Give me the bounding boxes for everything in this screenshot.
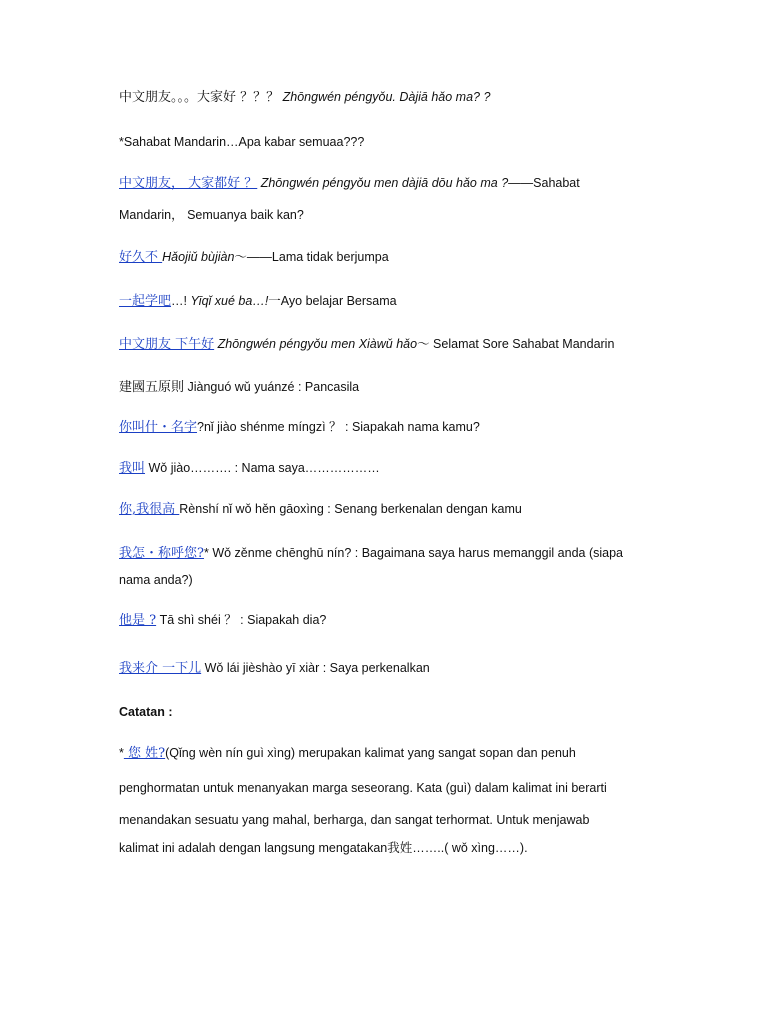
pinyin-text: Zhōngwén péngyǒu men Xiàwǔ hǎo — [217, 337, 418, 351]
pinyin-text: Hǎojiǔ bùjiàn — [162, 250, 235, 264]
chinese-link[interactable]: 我叫 — [119, 461, 146, 476]
line-note-1 — [119, 745, 668, 762]
translation-text: Wǒ jiào………. : Nama saya……………… — [145, 461, 380, 475]
notes-heading: Catatan : — [119, 705, 173, 719]
punctuation-text: …! — [171, 294, 191, 308]
chinese-link[interactable]: 我来介 一下儿 — [119, 661, 202, 676]
translation-text: 一Ayo belajar Bersama — [268, 294, 397, 308]
line-introduce — [119, 660, 668, 677]
chinese-link[interactable]: 中文朋友， 大家都好 ？ — [119, 176, 258, 191]
translation-text: * Wǒ zěnme chēnghū nín? : Bagaimana saya harus memanggil anda (siapa — [203, 546, 623, 560]
chinese-link[interactable]: 好久不 — [119, 250, 163, 265]
line-your-name — [119, 419, 668, 436]
chinese-link[interactable]: 您 姓? — [123, 746, 166, 761]
pinyin-text: Yīqǐ xué ba…! — [190, 294, 269, 308]
translation-text: Tā shì shéi ？ : Siapakah dia? — [156, 613, 327, 627]
line-note-3 — [119, 812, 668, 828]
translation-text: Wǒ lái jièshào yī xiàr : Saya perkenalkan — [201, 661, 430, 675]
pinyin-text: Zhōngwén péngyǒu men dàjiā dōu hǎo ma ? — [260, 176, 509, 190]
line-all-good-cont — [119, 207, 668, 223]
line-who-is-he — [119, 612, 668, 629]
line-good-afternoon — [119, 336, 668, 353]
line-greeting — [119, 89, 668, 106]
line-my-name — [119, 460, 668, 477]
chinese-text: 建國五原則 — [119, 380, 185, 395]
translation-text: ～ Selamat Sore Sahabat Mandarin — [417, 337, 615, 351]
translation-text: Mandarin， Semuanya baik kan? — [119, 208, 304, 222]
line-study-together — [119, 293, 668, 310]
line-notes-heading — [119, 704, 668, 720]
chinese-link[interactable]: 你,我很高 — [119, 502, 180, 517]
line-how-to-address-cont — [119, 572, 668, 588]
chinese-link[interactable]: 一起学吧 — [119, 294, 172, 309]
line-greeting-translation — [119, 134, 668, 150]
translation-text: ～——Lama tidak berjumpa — [234, 250, 389, 264]
chinese-link[interactable]: 我怎・称呼您? — [119, 546, 204, 561]
line-long-time — [119, 249, 668, 266]
line-note-4 — [119, 840, 668, 856]
line-all-good — [119, 175, 668, 192]
bullet-star: * — [119, 746, 124, 760]
note-text: penghormatan untuk menanyakan marga seseorang. Kata (guì) dalam kalimat ini berarti — [119, 781, 607, 795]
note-text: (Qǐng wèn nín guì xìng) merupakan kalimat yang sangat sopan dan penuh — [165, 746, 576, 760]
translation-text: *Sahabat Mandarin…Apa kabar semuaa??? — [119, 135, 365, 149]
chinese-link[interactable]: 他是 ? — [119, 613, 157, 628]
translation-text: nama anda?) — [119, 573, 193, 587]
chinese-text: 中文朋友。。。大家好 ？？？ — [119, 90, 280, 105]
line-note-2 — [119, 780, 668, 796]
note-text: menandakan sesuatu yang mahal, berharga, dan sangat terhormat. Untuk menjawab — [119, 813, 590, 827]
translation-text: Jiànguó wǔ yuánzé : Pancasila — [184, 380, 360, 394]
translation-text: Rènshí nǐ wǒ hěn gāoxìng : Senang berkenalan dengan kamu — [179, 502, 522, 516]
line-nice-to-meet — [119, 501, 668, 518]
note-text: kalimat ini adalah dengan langsung mengatakan我姓……..( wǒ xìng……). — [119, 841, 528, 855]
pinyin-text: Zhōngwén péngyǒu. Dàjiā hǎo ma? ? — [282, 90, 491, 104]
line-pancasila — [119, 379, 668, 396]
chinese-link[interactable]: 中文朋友 下午好 — [119, 337, 215, 352]
translation-text: ?nǐ jiào shénme míngzì ？ : Siapakah nama kamu? — [197, 420, 480, 434]
line-how-to-address — [119, 545, 668, 562]
translation-text: ——Sahabat — [508, 176, 580, 190]
chinese-link[interactable]: 你叫什・名字 — [119, 420, 198, 435]
